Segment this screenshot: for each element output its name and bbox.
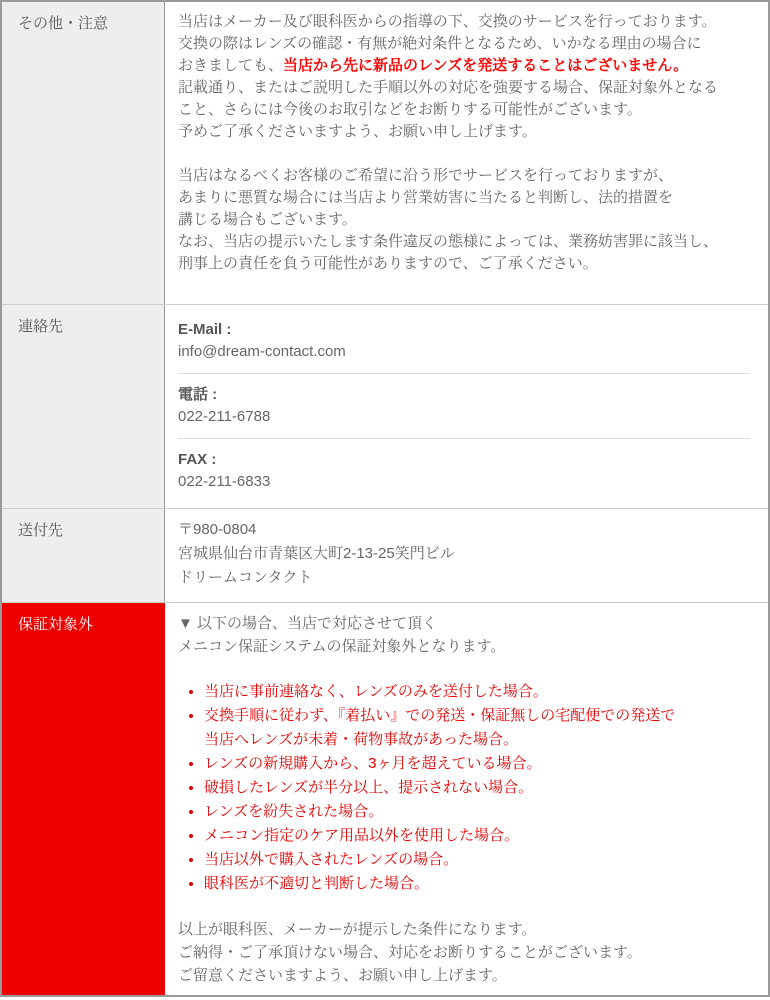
text-segment: 当店はメーカー及び眼科医からの指導の下、交換のサービスを行っております。 <box>178 13 717 30</box>
table-row-notes <box>2 2 768 305</box>
row-content-warranty <box>165 603 768 995</box>
warranty-intro <box>178 612 750 658</box>
bullet-line: 当店へレンズが未着・荷物事故があった場合。 <box>204 731 519 748</box>
notes-paragraph <box>178 165 750 275</box>
warranty-outro <box>178 918 750 987</box>
text-line <box>178 253 750 275</box>
warranty-bullet-item <box>204 704 750 752</box>
row-header-shipping-label: 送付先 <box>18 522 64 539</box>
warranty-bullet-item <box>204 824 750 848</box>
table-row-warranty <box>2 603 768 995</box>
text-line <box>178 187 750 209</box>
warranty-outro-line: ご納得・ご了承頂けない場合、対応をお断りすることがございます。 <box>178 944 642 961</box>
bullet-line: 交換手順に従わず、『着払い』での発送・保証無しの宅配便での発送で <box>204 707 676 724</box>
row-header-warranty-label: 保証対象外 <box>18 616 94 633</box>
warranty-outro-line: ご留意くださいますよう、お願い申し上げます。 <box>178 967 507 984</box>
contact-entry-email <box>178 314 750 373</box>
text-segment: あまりに悪質な場合には当店より営業妨害に当たると判断し、法的措置を <box>178 189 674 206</box>
bullet-line: 眼科医が不適切と判断した場合。 <box>204 875 430 892</box>
row-header-contact <box>2 305 165 508</box>
text-segment: 交換の際はレンズの確認・有無が絶対条件となるため、いかなる理由の場合に <box>178 35 702 52</box>
row-content-notes <box>165 2 768 304</box>
bullet-line: 当店に事前連絡なく、レンズのみを送付した場合。 <box>204 683 548 700</box>
warranty-bullet-item <box>204 872 750 896</box>
row-header-warranty <box>2 603 165 995</box>
contact-phone-label: 電話 : <box>178 386 218 403</box>
contact-fax-label: FAX : <box>178 451 217 468</box>
bullet-line: メニコン指定のケア用品以外を使用した場合。 <box>204 827 520 844</box>
bullet-line: レンズを紛失された場合。 <box>204 803 384 820</box>
text-segment: なお、当店の提示いたします条件違反の態様によっては、業務妨害罪に該当し、 <box>178 233 719 250</box>
row-header-notes <box>2 2 165 304</box>
address-line: 宮城県仙台市青葉区大町2-13-25笑門ビル <box>178 545 455 562</box>
warranty-bullet-item <box>204 680 750 704</box>
contact-entry-fax <box>178 438 750 503</box>
text-segment: 記載通り、またはご説明した手順以外の対応を強要する場合、保証対象外となる <box>178 79 719 96</box>
warranty-bullet-item <box>204 752 750 776</box>
contact-fax-value: 022-211-6833 <box>178 473 271 490</box>
warranty-bullet-item <box>204 776 750 800</box>
address-line: 〒980-0804 <box>178 521 257 538</box>
warranty-bullet-item <box>204 848 750 872</box>
table-row-contact <box>2 305 768 509</box>
bullet-line: 破損したレンズが半分以上、提示されない場合。 <box>204 779 534 796</box>
row-content-shipping <box>165 509 768 602</box>
text-segment: 予めご了承くださいますよう、お願い申し上げます。 <box>178 123 537 140</box>
contact-email-value: info@dream-contact.com <box>178 343 346 360</box>
contact-entry-phone <box>178 373 750 438</box>
row-content-contact <box>165 305 768 508</box>
text-line <box>178 209 750 231</box>
address-line: ドリームコンタクト <box>178 569 313 586</box>
row-header-notes-label: その他・注意 <box>18 15 109 32</box>
warranty-intro-line: メニコン保証システムの保証対象外となります。 <box>178 638 506 655</box>
text-segment: 講じる場合もございます。 <box>178 211 357 228</box>
row-header-contact-label: 連絡先 <box>18 318 64 335</box>
text-line <box>178 231 750 253</box>
bullet-line: 当店以外で購入されたレンズの場合。 <box>204 851 459 868</box>
warranty-outro-line: 以上が眼科医、メーカーが提示した条件になります。 <box>178 921 537 938</box>
row-header-shipping <box>2 509 165 602</box>
warranty-intro-line: ▼ 以下の場合、当店で対応させて頂く <box>178 615 438 632</box>
warning-emphasis-text: 当店から先に新品のレンズを発送することはございません。 <box>283 57 689 74</box>
warranty-bullet-list <box>178 680 750 896</box>
bullet-line: レンズの新規購入から、3ヶ月を超えている場合。 <box>204 755 542 772</box>
text-segment: こと、さらには今後のお取引などをお断りする可能性がございます。 <box>178 101 642 118</box>
text-line <box>178 33 750 55</box>
contact-phone-value: 022-211-6788 <box>178 408 271 425</box>
text-segment: 刑事上の責任を負う可能性がありますので、ご了承ください。 <box>178 255 598 272</box>
text-line <box>178 55 750 77</box>
text-line <box>178 99 750 121</box>
notes-paragraph <box>178 11 750 143</box>
table-row-shipping <box>2 509 768 603</box>
warranty-bullet-item <box>204 800 750 824</box>
text-line <box>178 77 750 99</box>
text-segment: おきましても、 <box>178 57 284 74</box>
contact-email-label: E-Mail : <box>178 321 232 338</box>
text-segment: 当店はなるべくお客様のご希望に沿う形でサービスを行っておりますが、 <box>178 167 674 184</box>
text-line <box>178 11 750 33</box>
text-line <box>178 165 750 187</box>
text-line <box>178 121 750 143</box>
